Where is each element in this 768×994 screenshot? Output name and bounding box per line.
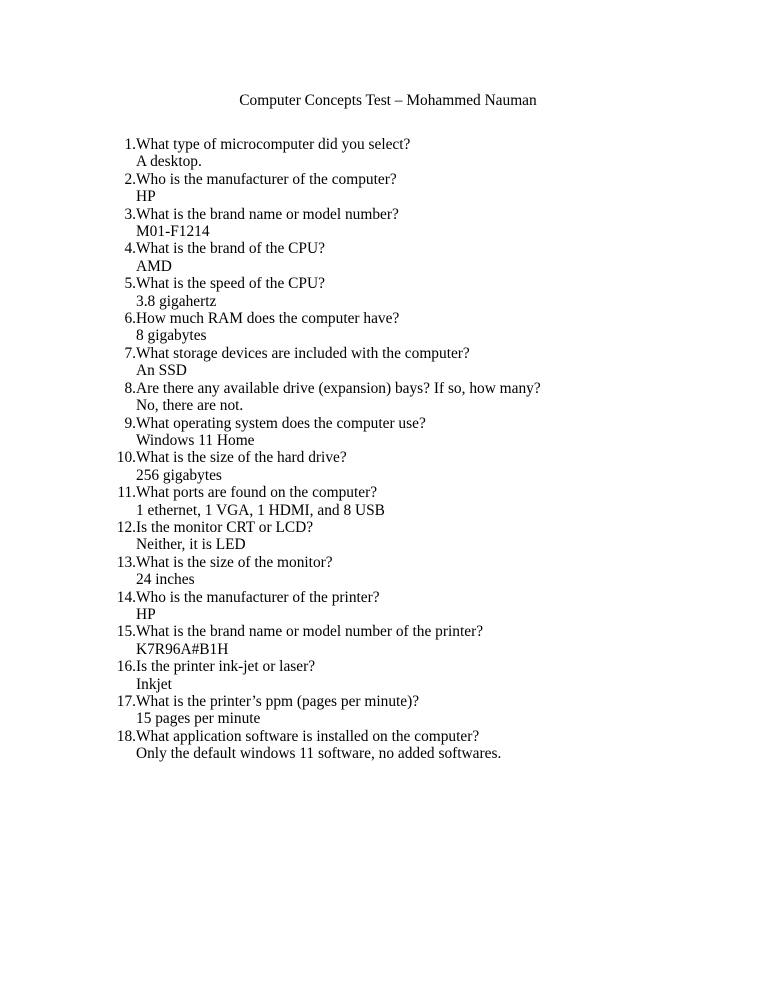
- question-text: What operating system does the computer use?: [136, 414, 426, 432]
- answer-text: Windows 11 Home: [136, 431, 255, 449]
- answer-text: No, there are not.: [136, 397, 244, 415]
- item-number: 4.: [124, 240, 136, 258]
- question-text: Who is the manufacturer of the computer?: [136, 170, 397, 188]
- question-text: How much RAM does the computer have?: [136, 310, 400, 328]
- question-text: What is the size of the hard drive?: [136, 449, 347, 467]
- answer-text: An SSD: [136, 362, 187, 380]
- item-number: 16.: [116, 658, 136, 676]
- list-item: [108, 554, 541, 589]
- item-number: 9.: [124, 414, 136, 432]
- list-item: [108, 728, 541, 763]
- question-text: What is the printer’s ppm (pages per minute)?: [136, 693, 420, 710]
- list-item: [108, 484, 541, 519]
- list-item: [108, 240, 541, 275]
- question-text: What is the brand name or model number?: [136, 205, 399, 223]
- list-item: [108, 171, 541, 206]
- answer-text: Neither, it is LED: [136, 536, 246, 554]
- question-text: What is the brand name or model number of the printer?: [136, 623, 484, 641]
- answer-text: AMD: [136, 257, 172, 275]
- answer-text: 8 gigabytes: [136, 327, 207, 345]
- item-number: 8.: [124, 379, 136, 397]
- list-item: [108, 206, 541, 241]
- question-text: What is the size of the monitor?: [136, 553, 333, 571]
- item-number: 5.: [124, 275, 136, 293]
- answer-text: 15 pages per minute: [136, 710, 261, 728]
- item-number: 17.: [116, 693, 136, 710]
- item-number: 7.: [124, 344, 136, 362]
- question-text: What storage devices are included with the computer?: [136, 344, 470, 362]
- item-number: 12.: [116, 518, 136, 536]
- question-text: What is the brand of the CPU?: [136, 240, 325, 258]
- answer-text: HP: [136, 188, 156, 206]
- list-item: [108, 136, 541, 171]
- item-number: 18.: [116, 727, 136, 745]
- answer-text: K7R96A#B1H: [136, 640, 229, 658]
- answer-text: 3.8 gigahertz: [136, 292, 217, 310]
- answer-text: 256 gigabytes: [136, 466, 222, 484]
- question-text: What application software is installed on the computer?: [136, 727, 480, 745]
- list-item: [108, 380, 541, 415]
- question-text: Is the monitor CRT or LCD?: [136, 518, 314, 536]
- answer-text: 24 inches: [136, 571, 195, 589]
- document-title: Computer Concepts Test – Mohammed Nauman: [239, 92, 537, 109]
- question-text: Who is the manufacturer of the printer?: [136, 588, 380, 606]
- item-number: 3.: [124, 205, 136, 223]
- question-list: [108, 136, 541, 763]
- item-number: 6.: [124, 310, 136, 328]
- answer-text: M01-F1214: [136, 223, 210, 241]
- list-item: [108, 519, 541, 554]
- list-item: [108, 310, 541, 345]
- item-number: 14.: [116, 588, 136, 606]
- question-text: What is the speed of the CPU?: [136, 275, 325, 293]
- item-number: 2.: [124, 170, 136, 188]
- answer-text: A desktop.: [136, 153, 202, 171]
- list-item: [108, 658, 541, 693]
- list-item: [108, 589, 541, 624]
- item-number: 11.: [117, 484, 136, 502]
- list-item: [108, 275, 541, 310]
- question-text: What type of microcomputer did you select?: [136, 136, 411, 153]
- answer-text: Only the default windows 11 software, no added softwares.: [136, 745, 502, 763]
- list-item: [108, 623, 541, 658]
- item-number: 13.: [116, 553, 136, 571]
- item-number: 10.: [116, 449, 136, 467]
- item-number: 15.: [116, 623, 136, 641]
- answer-text: HP: [136, 605, 156, 623]
- list-item: [108, 345, 541, 380]
- list-item: [108, 415, 541, 450]
- question-text: Are there any available drive (expansion) bays? If so, how many?: [136, 379, 541, 397]
- item-number: 1.: [124, 136, 136, 153]
- list-item: [108, 693, 541, 728]
- answer-text: 1 ethernet, 1 VGA, 1 HDMI, and 8 USB: [136, 501, 385, 519]
- question-text: What ports are found on the computer?: [136, 484, 378, 502]
- answer-text: Inkjet: [136, 675, 172, 693]
- question-text: Is the printer ink-jet or laser?: [136, 658, 316, 676]
- list-item: [108, 449, 541, 484]
